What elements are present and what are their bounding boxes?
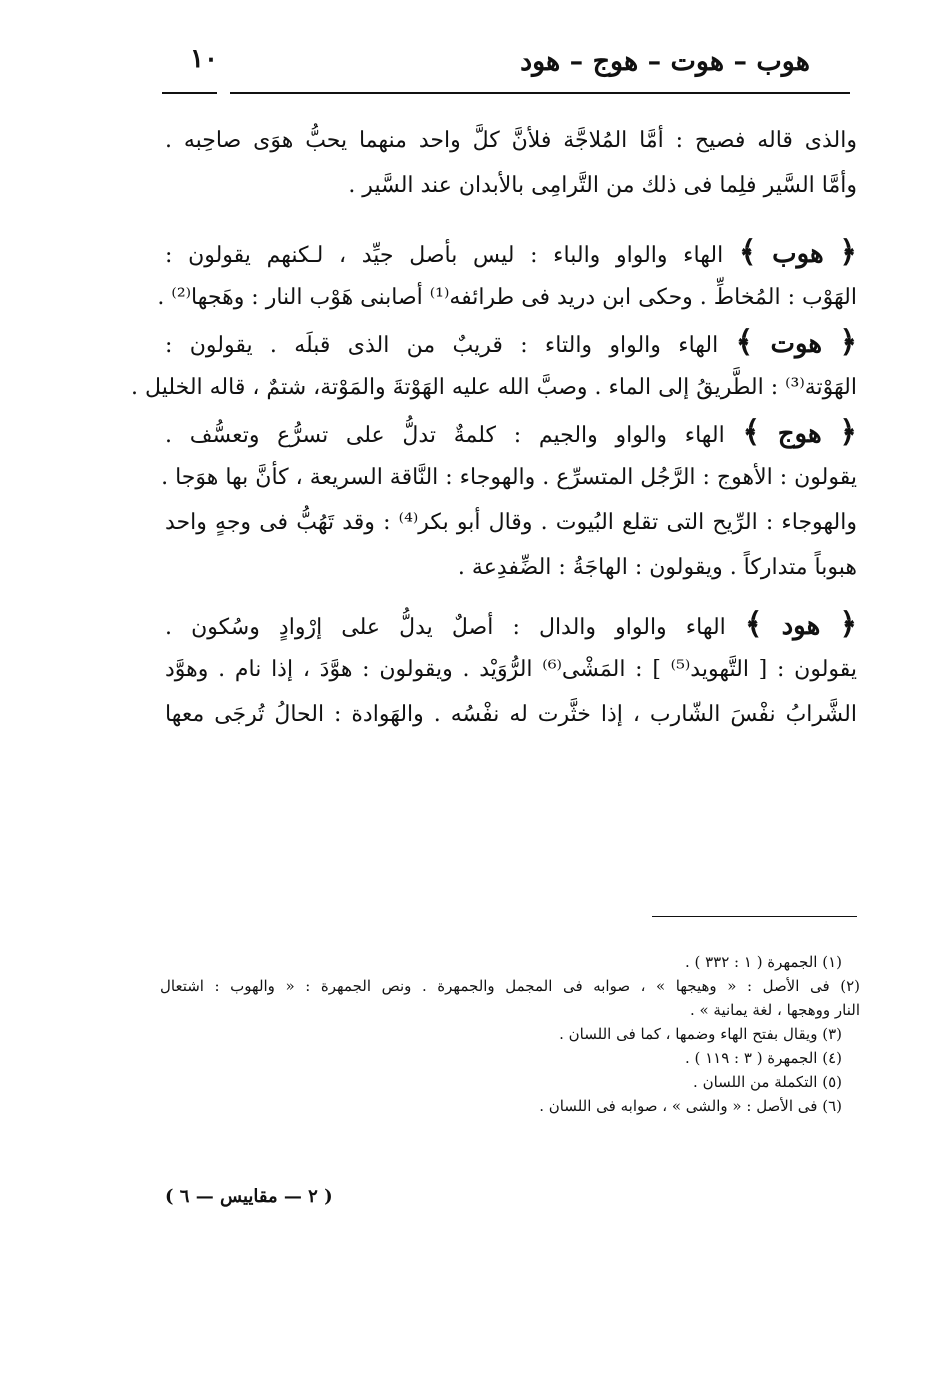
entry-hwj bbox=[165, 410, 857, 455]
entry-keyword: هود bbox=[781, 611, 821, 641]
text-line: الهَوْب : المُخاطِّ . وحكى ابن دريد فى طرائفه⁽¹⁾ أصابنى هَوْب النار : وهَجها⁽²⁾ . bbox=[157, 285, 857, 310]
footnote: (١) الجمهرة ( ١ : ٣٣٢ ) . bbox=[684, 953, 842, 971]
ornate-bracket-left: ﴾ bbox=[735, 325, 754, 360]
entry-keyword: هوت bbox=[770, 329, 823, 359]
page-number: ١٠ bbox=[190, 44, 218, 74]
footnote: (٦) فى الأصل : « والشى » ، صوابه فى اللسان . bbox=[539, 1097, 842, 1115]
footnote: (٢) فى الأصل : « وهيجها » ، صوابه فى المجمل والجمهرة . ونص الجمهرة : « والهوب : اشتعال bbox=[160, 977, 860, 995]
footnotes bbox=[160, 950, 860, 1118]
header-rule-long bbox=[230, 92, 850, 94]
text-line: الشَّرابُ نفْسَ الشّارب ، إذا خثَّرت له نفْسُه . والهَوادة : الحالُ تُرجَى معها bbox=[165, 702, 857, 727]
entry-text: الهاء والواو والدال : أصلٌ يدلُّ على إرْوادٍ وسُكون . bbox=[165, 615, 726, 640]
running-title: هوب – هوت – هوج – هود bbox=[520, 46, 810, 77]
footnote-rule bbox=[652, 916, 857, 917]
text-line: هبوباً متداركاً . ويقولون : الهاجَةُ : الضِّفدِعة . bbox=[457, 555, 857, 580]
text-line: يقولون : الأهوج : الرَّجُل المتسرِّع . والهوجاء : النَّاقة السريعة ، كأنَّ بها هوَجا . bbox=[161, 465, 857, 490]
text-line: الهَوْتة⁽³⁾ : الطَّريقُ إلى الماء . وصبَّ الله عليه الهَوْتةَ والمَوْتة، شتمٌ ، قاله الخليل . bbox=[131, 375, 857, 400]
entry-text: الهاء والواو والجيم : كلمةٌ تدلُّ على تسرُّع وتعسُّف . bbox=[165, 423, 725, 448]
entry-hwb bbox=[165, 230, 857, 275]
ornate-bracket-left: ﴾ bbox=[742, 415, 761, 450]
running-header bbox=[162, 46, 850, 96]
text-line: والهوجاء : الرِّيح التى تقلع البُيوت . وقال أبو بكر⁽⁴⁾ : وقد تَهُبُّ فى وجهٍ واحد bbox=[165, 510, 857, 535]
ornate-bracket-right: ﴿ bbox=[839, 235, 857, 270]
ornate-bracket-right: ﴿ bbox=[839, 415, 857, 450]
entry-hwt bbox=[165, 320, 857, 365]
ornate-bracket-left: ﴾ bbox=[744, 607, 763, 642]
text-line: وأمَّا السَّير فلِما فى ذلك من التَّرامِى بالأبدان عند السَّير . bbox=[348, 173, 857, 198]
footnote: (٥) التكملة من اللسان . bbox=[693, 1073, 842, 1091]
ornate-bracket-left: ﴾ bbox=[738, 235, 757, 270]
main-text bbox=[131, 118, 858, 737]
footnote: (٣) ويقال بفتح الهاء وضمها ، كما فى اللسان . bbox=[559, 1025, 842, 1043]
ornate-bracket-right: ﴿ bbox=[839, 607, 858, 642]
footnote-continuation: النار ووهجها ، لغة يمانية » . bbox=[689, 1001, 860, 1019]
entry-text: الهاء والواو والباء : ليس بأصل جيِّد ، لـكنهم يقولون : bbox=[165, 243, 724, 268]
text-line: والذى قاله فصيح : أمَّا المُلاجَّة فلأنَّ كلَّ واحد منهما يحبُّ هوَى صاحِبه . bbox=[165, 128, 857, 153]
entry-text: الهاء والواو والتاء : قريبٌ من الذى قبلَه . يقولون : bbox=[165, 333, 719, 358]
entry-keyword: هوب bbox=[772, 239, 824, 269]
footnote: (٤) الجمهرة ( ٣ : ١١٩ ) . bbox=[684, 1049, 842, 1067]
entry-hwd bbox=[165, 602, 857, 647]
text-line: يقولون : [ التَّهويد⁽⁵⁾ ] : المَشْى⁽⁶⁾ الرُّوَيْد . ويقولون : هوَّدَ ، إذا نام . وهوَّد bbox=[165, 657, 858, 682]
header-rule-short bbox=[162, 92, 217, 94]
printer-signature: ( ٢ — مقاييس — ٦ ) bbox=[165, 1186, 333, 1207]
entry-keyword: هوج bbox=[777, 419, 822, 449]
ornate-bracket-right: ﴿ bbox=[839, 325, 858, 360]
